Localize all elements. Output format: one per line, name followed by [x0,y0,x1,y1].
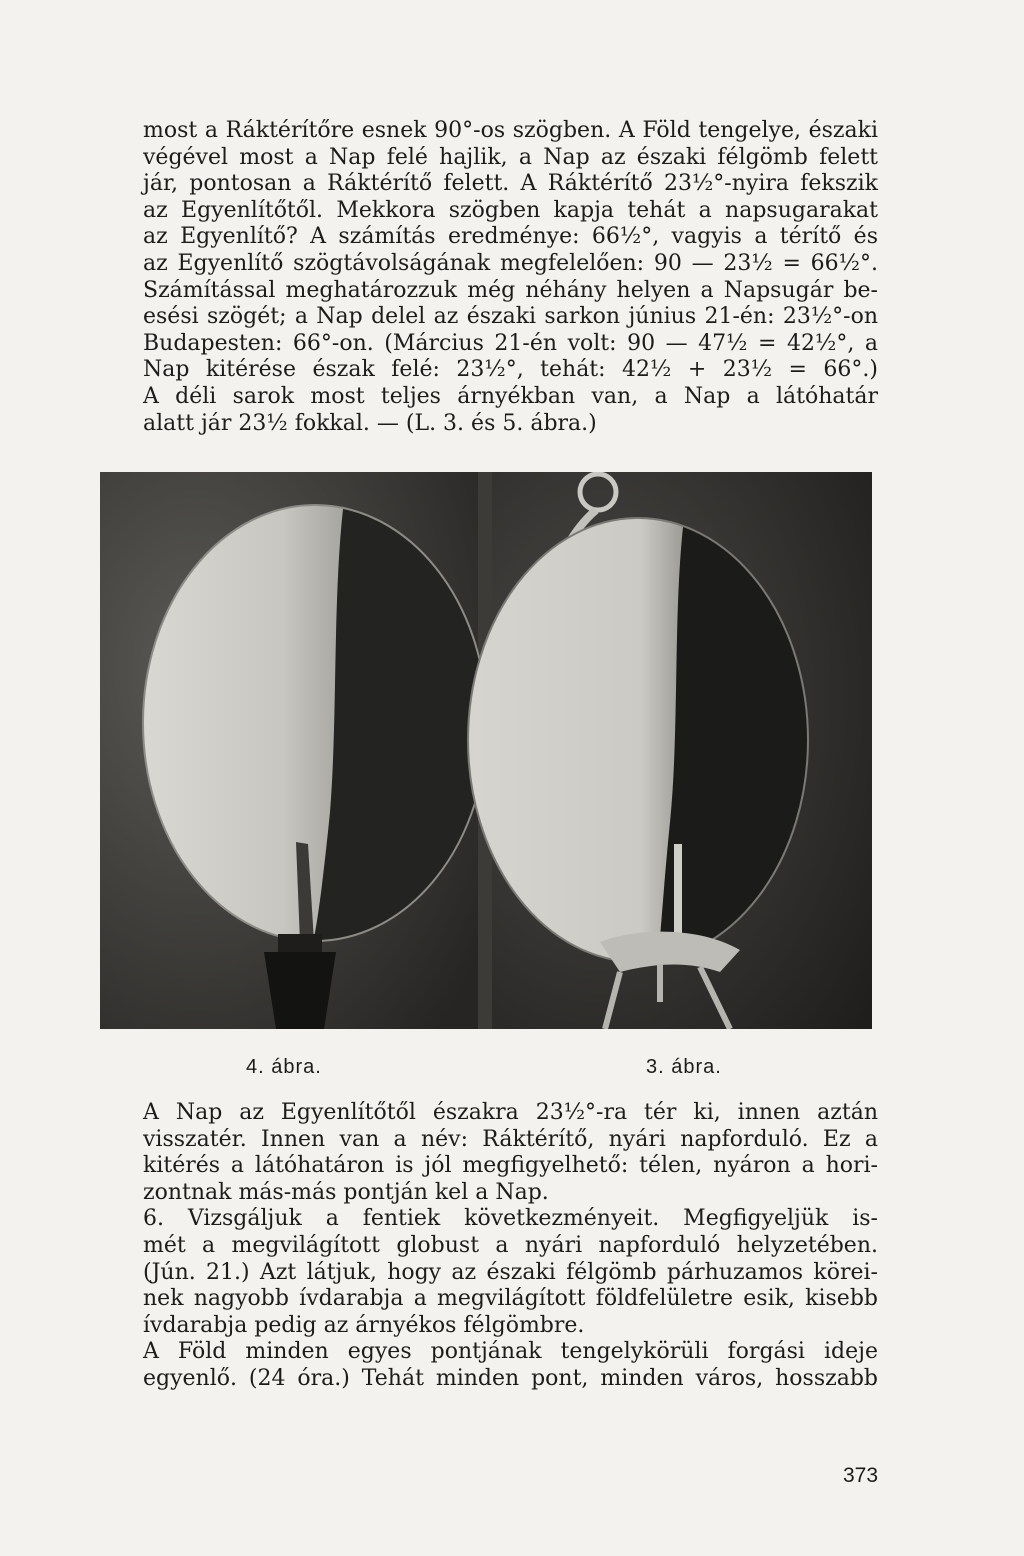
text-line: az Egyenlítő? A számítás eredménye: 66½°, vagyis a térítő és [143,224,878,250]
text-line: esési szögét; a Nap delel az északi sarkon június 21-én: 23½°-on [143,304,878,330]
text-line: visszatér. Innen van a név: Ráktérítő, nyári napforduló. Ez a [143,1126,878,1152]
globe-photo-svg [100,472,872,1029]
text-line: végével most a Nap felé hajlik, a Nap az északi félgömb felett [143,144,878,170]
text-line: mét a megvilágított globust a nyári napforduló helyzetében. [143,1232,878,1258]
text-line: most a Ráktérítőre esnek 90°-os szögben. A Föld tengelye, északi [143,118,878,143]
text-line: A Föld minden egyes pontjának tengelykörüli forgási ideje [143,1339,878,1365]
text-line: az Egyenlítőtől. Mekkora szögben kapja tehát a napsugarakat [143,197,878,223]
text-line: (Jún. 21.) Azt látjuk, hogy az északi félgömb párhuzamos körei- [143,1259,878,1285]
page-number: 373 [843,1464,879,1487]
figure-caption-right: 3. ábra. [646,1056,722,1078]
bottom-paragraph [143,1100,878,1393]
text-line: az Egyenlítő szögtávolságának megfelelően: 90 — 23½ = 66½°. [143,250,878,276]
text-line: A Nap az Egyenlítőtől északra 23½°-ra tér ki, innen aztán [143,1100,878,1125]
globe-photographs [100,472,872,1029]
text-line: 6. Vizsgáljuk a fentiek következményeit. Megfigyeljük is- [143,1206,878,1232]
top-paragraph [143,118,878,437]
text-line: kitérés a látóhatáron is jól megfigyelhető: télen, nyáron a hori- [143,1153,878,1179]
text-line: Budapesten: 66°-on. (Március 21-én volt: 90 — 47½ = 42½°, a [143,330,878,356]
text-line: A déli sarok most teljes árnyékban van, a Nap a látóhatár [143,383,878,409]
figure-caption-left: 4. ábra. [246,1056,322,1078]
text-line: zontnak más-más pontján kel a Nap. [143,1179,549,1205]
text-line: Nap kitérése észak felé: 23½°, tehát: 42½ + 23½ = 66°.) [143,357,878,383]
text-line: alatt jár 23½ fokkal. — (L. 3. és 5. ábra.) [143,410,597,436]
text-line: nek nagyobb ívdarabja a megvilágított földfelületre esik, kisebb [143,1286,878,1312]
text-line: egyenlő. (24 óra.) Tehát minden pont, minden város, hosszabb [143,1365,878,1391]
text-line: ívdarabja pedig az árnyékos félgömbre. [143,1312,585,1338]
text-line: Számítással meghatározzuk még néhány helyen a Napsugár be- [143,277,878,303]
text-line: jár, pontosan a Ráktérítő felett. A Ráktérítő 23½°-nyira fekszik [143,171,878,197]
